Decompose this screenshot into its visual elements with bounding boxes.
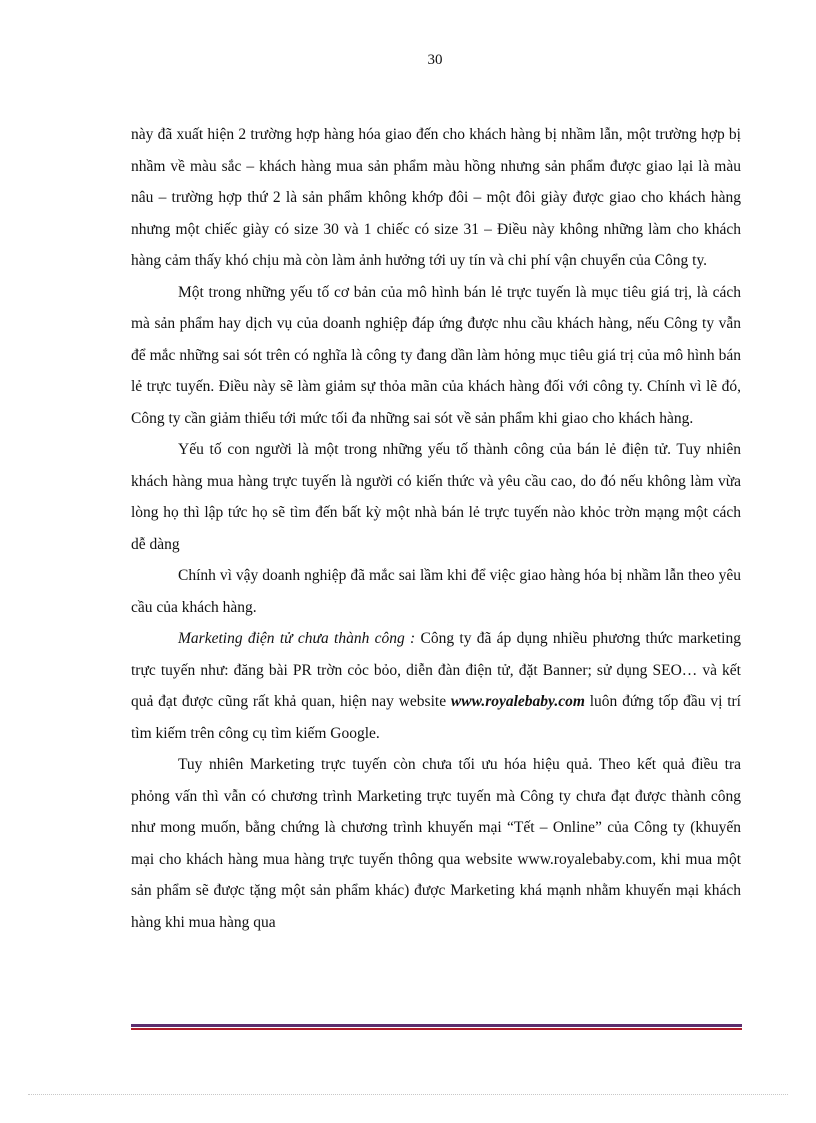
paragraph-marketing: [131, 623, 741, 749]
paragraph-value-proposition: Một trong những yếu tố cơ bản của mô hình bán lẻ trực tuyến là mục tiêu giá trị, là cách mà sản phẩm hay dịch vụ của doanh nghiệp đáp ứng được nhu cầu khách hàng, nếu Công ty vẫn để mắc những sai sót trên có nghĩa là công ty đang dần làm hỏng mục tiêu giá trị của mô hình bán lẻ trực tuyến. Điều này sẽ làm giảm sự thỏa mãn của khách hàng đối với công ty. Chính vì lẽ đó, Công ty cần giảm thiểu tới mức tối đa những sai sót về sản phẩm khi giao cho khách hàng.: [131, 283, 741, 427]
paragraph-marketing-evaluation: Tuy nhiên Marketing trực tuyến còn chưa tối ưu hóa hiệu quả. Theo kết quả điều tra phỏng vấn thì vẫn có chương trình Marketing trực tuyến mà Công ty chưa đạt được thành công như mong muốn, bằng chứng là chương trình khuyến mại “Tết – Online” của Công ty (khuyến mại cho khách hàng mua hàng trực tuyến thông qua website www.royalebaby.com, khi mua một sản phẩm sẽ được tặng một sản phẩm khác) được Marketing khá mạnh nhằm khuyến mại khách hàng khi mua hàng qua: [131, 756, 741, 931]
paragraph-continuation: này đã xuất hiện 2 trường hợp hàng hóa giao đến cho khách hàng bị nhầm lẫn, một trường hợp bị nhầm về màu sắc – khách hàng mua sản phẩm màu hồng nhưng sản phẩm được giao lại là màu nâu – trường hợp thứ 2 là sản phẩm không khớp đôi – một đôi giày được giao cho khách hàng nhưng một chiếc giày có size 30 và 1 chiếc có size 31 – Điều này không những làm cho khách hàng cảm thấy khó chịu mà còn làm ảnh hưởng tới uy tín và chi phí vận chuyển của Công ty.: [131, 126, 741, 269]
footer-rule: [131, 1024, 742, 1030]
marketing-heading: Marketing điện tử chưa thành công :: [178, 630, 416, 647]
body-text: [131, 119, 741, 938]
paragraph-human-factor: Yếu tố con người là một trong những yếu tố thành công của bán lẻ điện tử. Tuy nhiên khách hàng mua hàng trực tuyến là người có kiến thức và yêu cầu cao, do đó nếu không làm vừa lòng họ thì lập tức họ sẽ tìm đến bất kỳ một nhà bán lẻ trực tuyến nào khỏc trờn mạng một cách dễ dàng: [131, 441, 741, 553]
page-number: 30: [427, 52, 443, 68]
page-bottom-dotted-line: [28, 1094, 788, 1095]
marketing-text-2: luôn đứng tốp đầu vị trí tìm kiếm trên công cụ tìm kiếm Google.: [131, 693, 741, 742]
marketing-text-1: Công ty đã áp dụng nhiều phương thức marketing trực tuyến như: đăng bài PR trờn cỏc bỏo, diễn đàn điện tử, đặt Banner; sử dụng SEO… và kết quả đạt được cũng rất khả quan, hiện nay website: [131, 630, 741, 710]
website-link[interactable]: www.royalebaby.com: [450, 693, 585, 710]
paragraph-conclusion: Chính vì vậy doanh nghiệp đã mắc sai lầm khi để việc giao hàng hóa bị nhầm lẫn theo yêu cầu của khách hàng.: [131, 567, 741, 616]
